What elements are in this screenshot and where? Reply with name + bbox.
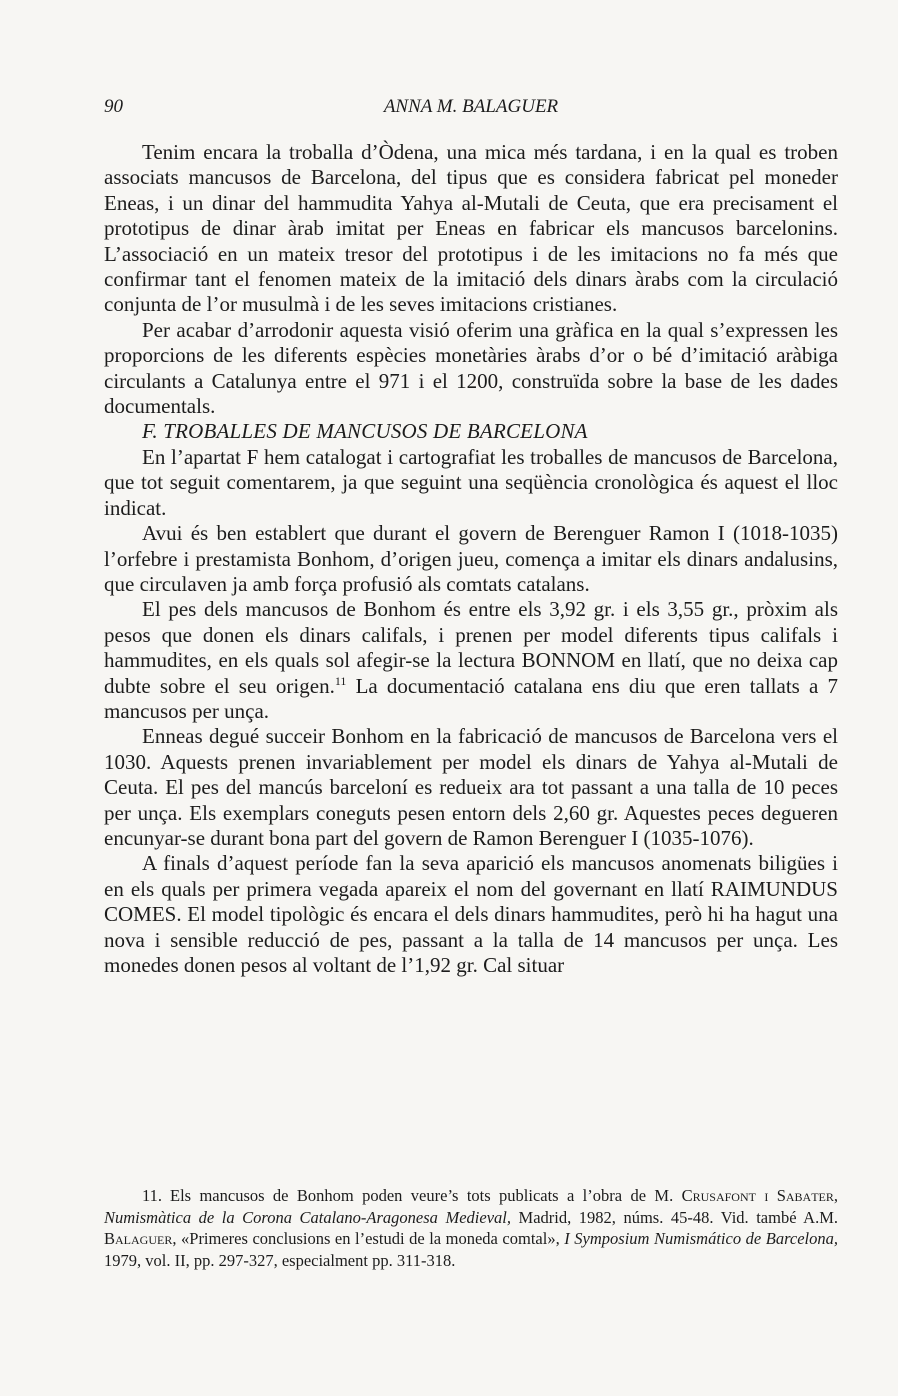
paragraph-pes-text: El pes dels mancusos de Bonhom és entre els 3,92 gr. i els 3,55 gr., pròxim als pesos que donen els dinars califals, i prenen per model diferents tipus califals i hammudites, en els quals sol afegir-se la lectura BONNOM en llatí, que no deixa cap dubte sobre el seu origen. [104,597,838,698]
paragraph-enneas: Enneas degué succeir Bonhom en la fabricació de mancusos de Barcelona vers el 1030. Aquests prenen invariablement per model els dinars de Yahya al-Mutali de Ceuta. El pes del mancús barceloní es redueix ara tot passant a una talla de 10 peces per unça. Els exemplars coneguts pesen entorn dels 2,60 gr. Aquestes peces degueren encunyar-se durant bona part del govern de Ramon Berenguer I (1035-1076). [104,724,838,850]
section-heading: F. TROBALLES DE MANCUSOS DE BARCELONA [142,419,588,444]
paragraph-apartat-f: En l’apartat F hem catalogat i cartografiat les troballes de mancusos de Barcelona, que tot seguit comentarem, ja que seguint una seqüència cronològica és aquest el lloc indicat. [104,444,838,520]
footnotes [104,1185,838,1271]
paragraph-bonhom: Avui és ben establert que durant el govern de Berenguer Ramon I (1018-1035) l’orfebre i prestamista Bonhom, d’origen jueu, comença a imitar els dinars andalusins, que circulaven ja amb força profusió als comtats catalans. [104,521,838,596]
footnote-text: Madrid, 1982, núms. 45-48. Vid. també A.M. [510,1207,838,1227]
running-header [104,96,838,122]
footnote-text: , [833,1186,838,1205]
footnote-number: 11. [142,1186,163,1205]
paragraph-odena: Tenim encara la troballa d’Òdena, una mica més tardana, i en la qual es troben associats mancusos de Barcelona, del tipus que es considera fabricat pel moneder Eneas, i un dinar del hammudita Yahya al-Mutali de Ceuta, que era precisament el prototipus de dinar àrab imitat per Eneas en fabricar els mancusos barcelonins. L’associació en un mateix tresor del prototipus i de les imitacions no fa més que confirmar tant el fenomen mateix de la imitació dels dinars àrabs com la circulació conjunta de l’or musulmà i de les seves imitacions cristianes. [104,140,838,317]
footnote-text: , «Primeres conclusions en l’estudi de la moneda comtal», [172,1229,565,1248]
footnote-reference[interactable]: 11 [334,673,347,688]
footnote-book-title: Numismàtica de la Corona Catalano-Aragonesa Medieval, [104,1207,511,1227]
page-number: 90 [104,96,123,117]
paragraph-pes-bonhom [104,597,838,724]
footnote-text: 1979, vol. II, pp. 297-327, especialment pp. 311-318. [104,1250,456,1270]
main-text [104,140,838,978]
paragraph-bilingues: A finals d’aquest període fan la seva aparició els mancusos anomenats biligües i en els quals per primera vegada apareix el nom del governant en llatí RAIMUNDUS COMES. El model tipològic és encara el dels dinars hammudites, però hi ha hagut una nova i sensible reducció de pes, passant a la talla de 14 mancusos per unça. Les monedes donen pesos al voltant de l’1,92 gr. Cal situar [104,851,838,977]
running-title: ANNA M. BALAGUER [383,96,559,117]
footnote-11 [104,1185,838,1271]
paragraph-pes-text-cont: La documentació catalana ens diu que eren tallats a 7 mancusos per unça. [104,673,838,723]
footnote-author: Crusafont i Sabater [681,1186,834,1205]
footnote-text: Els mancusos de Bonhom poden veure’s tots publicats a l’obra de M. [170,1186,682,1205]
footnote-book-title: I Symposium Numismático de Barcelona, [564,1229,838,1248]
paragraph-grafica: Per acabar d’arrodonir aquesta visió oferim una gràfica en la qual s’expressen les proporcions de les diferents espècies monetàries àrabs d’or o bé d’imitació aràbiga circulants a Catalunya entre el 971 i el 1200, construïda sobre la base de les dades documentals. [104,317,838,419]
footnote-author: Balaguer [104,1229,173,1248]
